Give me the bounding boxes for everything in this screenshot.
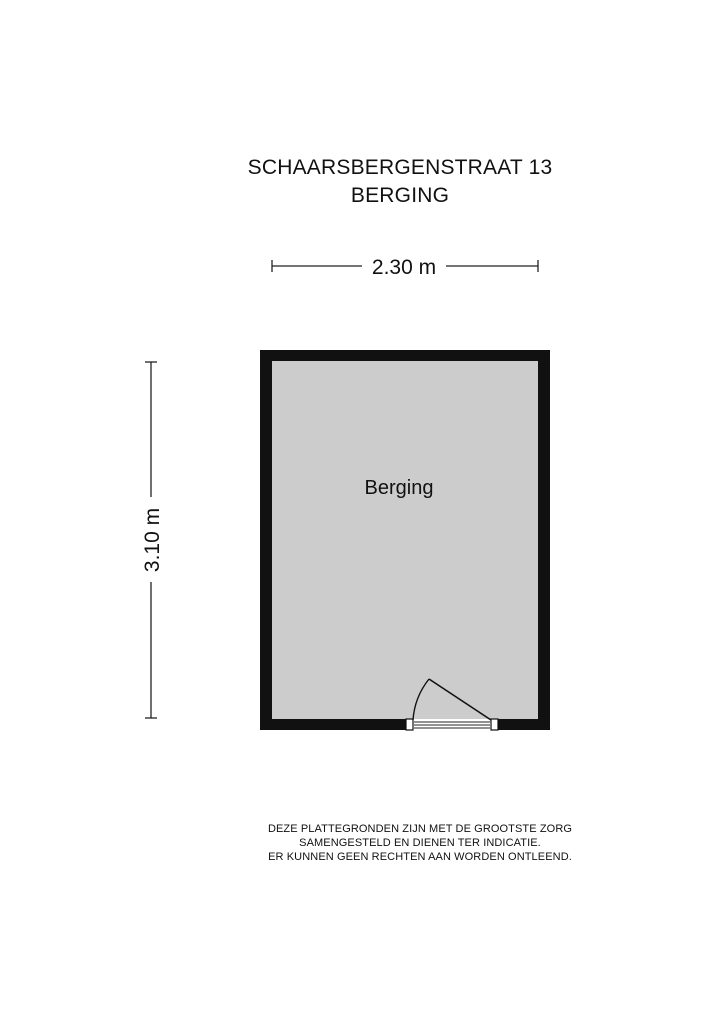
plan-title-address: SCHAARSBERGENSTRAAT 13 <box>247 156 553 179</box>
width-dimension-label: 2.30 m <box>371 256 437 279</box>
disclaimer-line-2: SAMENGESTELD EN DIENEN TER INDICATIE. <box>299 837 541 849</box>
room-floor <box>272 361 538 719</box>
disclaimer-line-1: DEZE PLATTEGRONDEN ZIJN MET DE GROOTSTE ZORG <box>267 823 573 835</box>
height-dimension-label: 3.10 m <box>141 507 164 573</box>
room-label: Berging <box>364 477 434 499</box>
door-jamb-left <box>406 719 413 730</box>
plan-title-floor: BERGING <box>350 184 450 207</box>
door-jamb-right <box>491 719 498 730</box>
disclaimer-line-3: ER KUNNEN GEEN RECHTEN AAN WORDEN ONTLEEND. <box>268 851 572 863</box>
